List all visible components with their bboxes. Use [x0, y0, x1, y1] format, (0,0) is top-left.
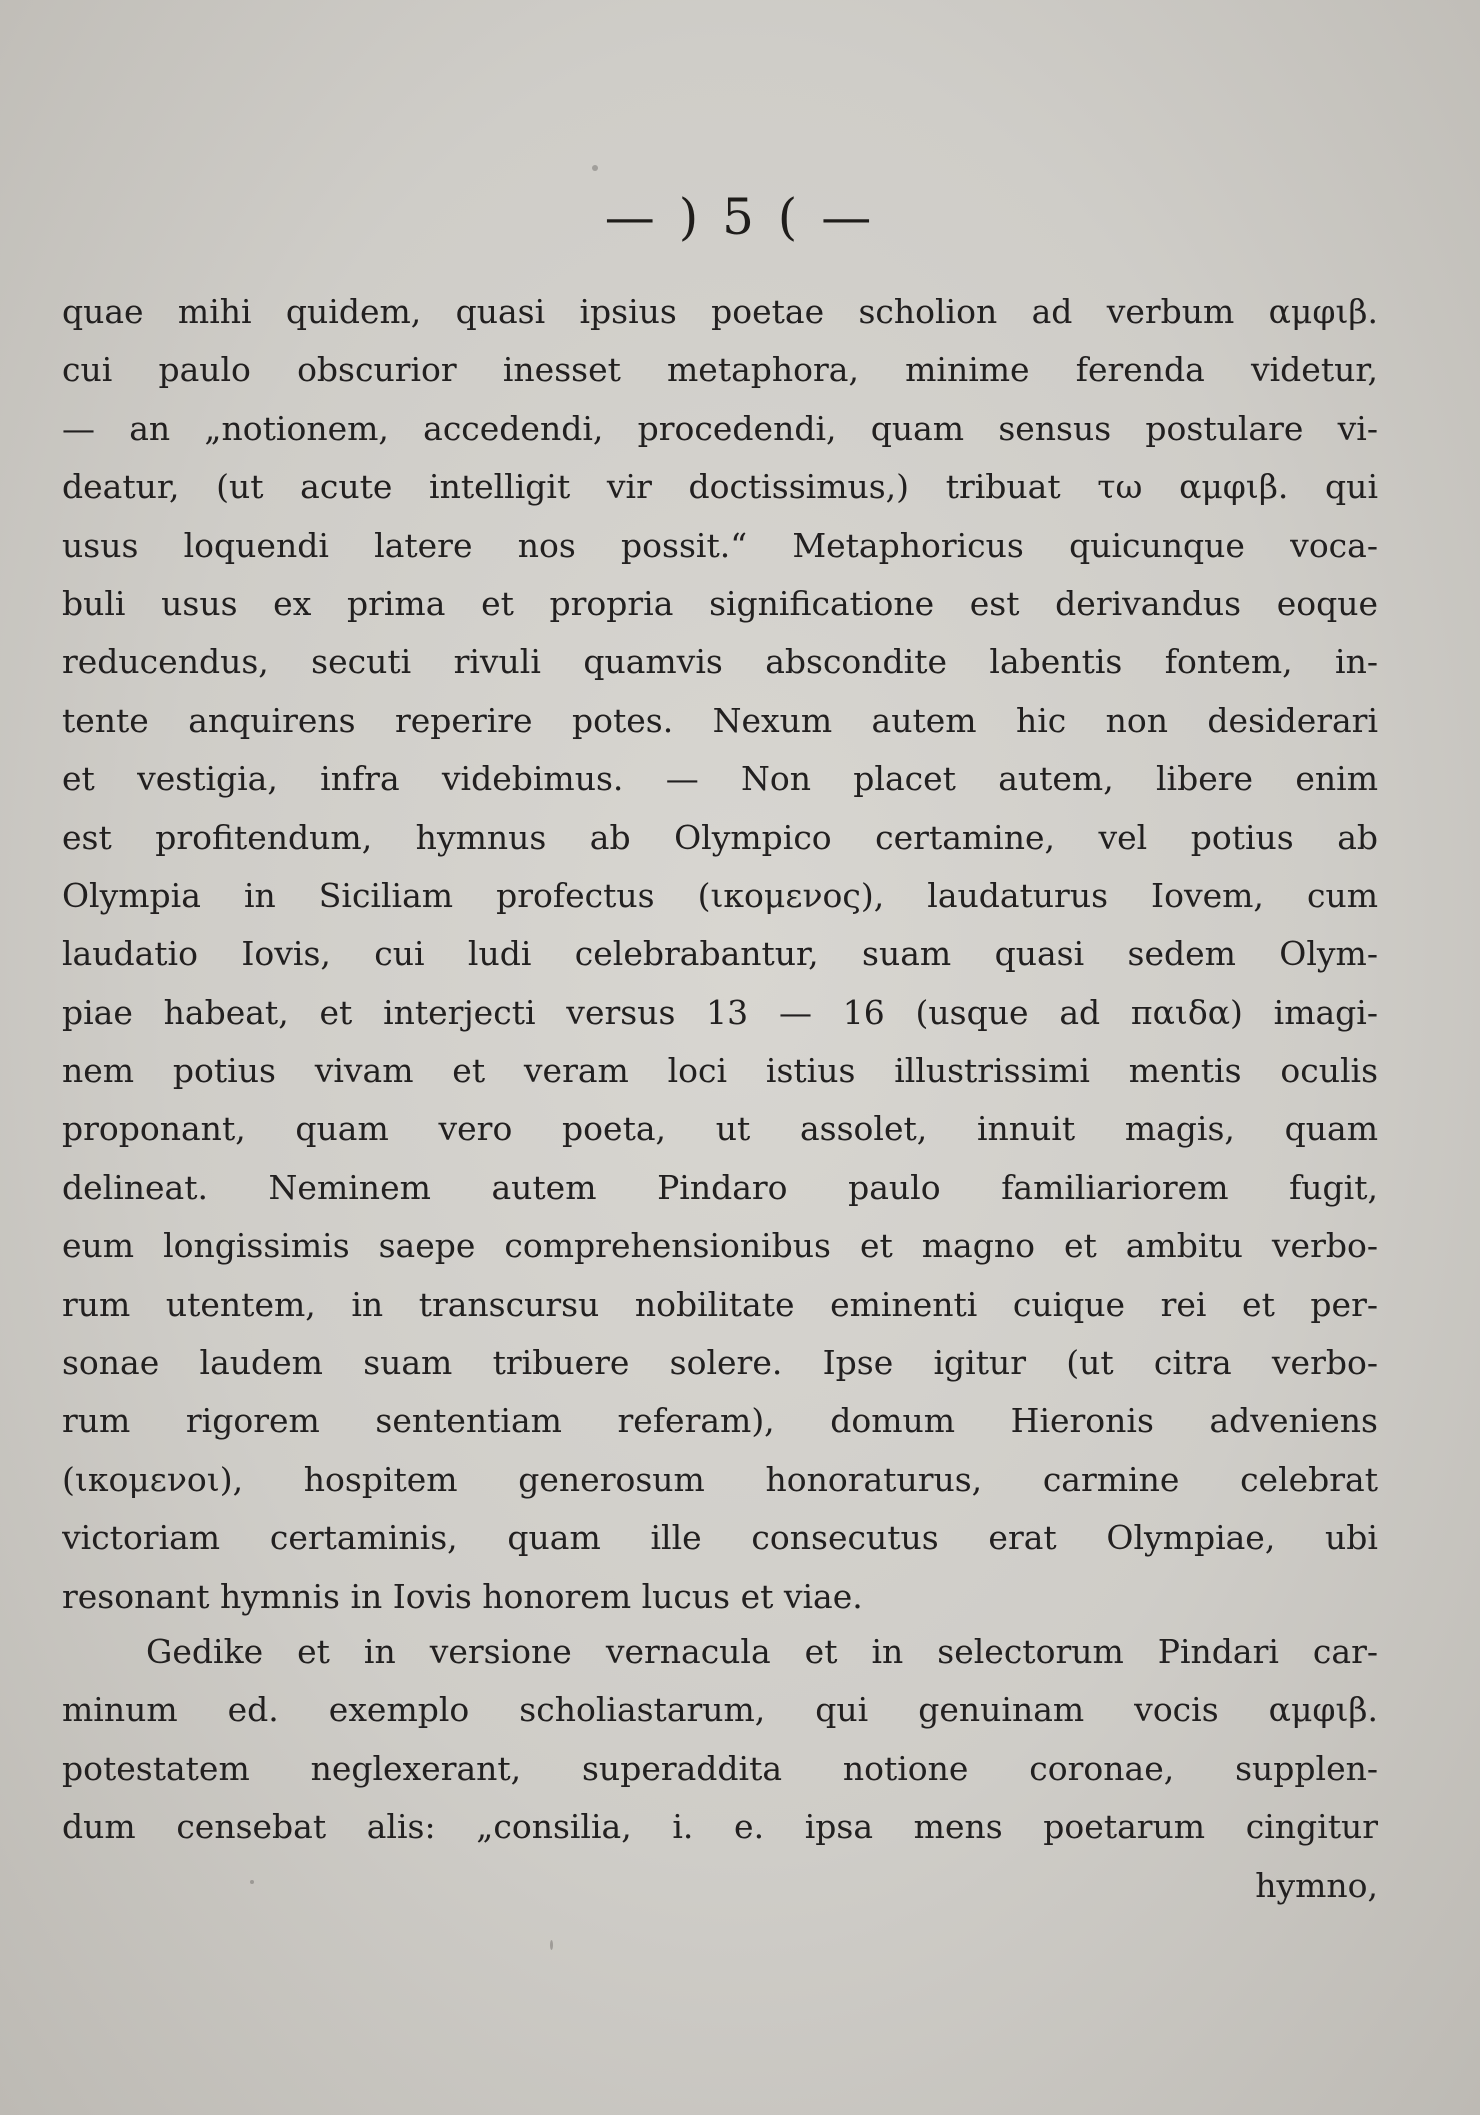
text-line: reducendus, secuti rivuli quamvis abscondite labentis fontem, in- — [62, 642, 1378, 682]
text-line: nem potius vivam et veram loci istius illustrissimi mentis oculis — [62, 1051, 1378, 1091]
text-line: quae mihi quidem, quasi ipsius poetae scholion ad verbum αμφιβ. — [62, 292, 1378, 331]
paragraph-1 — [62, 283, 1378, 1626]
text-line: Olympia in Siciliam profectus (ικομενος), laudaturus Iovem, cum — [62, 875, 1378, 915]
text-line: — an „notionem, accedendi, procedendi, quam sensus postulare vi- — [62, 408, 1378, 448]
text-line: cui paulo obscurior inesset metaphora, minime ferenda videtur, — [62, 350, 1378, 390]
text-line: dum censebat alis: „consilia, i. e. ipsa mens poetarum cingitur — [62, 1807, 1378, 1847]
text-line: buli usus ex prima et propria significatione est derivandus eoque — [62, 583, 1378, 623]
text-line: proponant, quam vero poeta, ut assolet, innuit magis, quam — [62, 1109, 1378, 1149]
paper-speck — [1360, 1250, 1364, 1254]
paper-speck — [592, 165, 598, 171]
page-number-header: — ) 5 ( — — [604, 188, 876, 246]
text-line: sonae laudem suam tribuere solere. Ipse igitur (ut citra verbo- — [62, 1343, 1378, 1383]
text-line: rum rigorem sententiam referam), domum Hieronis adveniens — [62, 1401, 1378, 1441]
paper-speck — [550, 1940, 553, 1950]
text-line: tente anquirens reperire potes. Nexum autem hic non desiderari — [62, 700, 1378, 740]
text-line: rum utentem, in transcursu nobilitate eminenti cuique rei et per- — [62, 1284, 1378, 1324]
text-line: laudatio Iovis, cui ludi celebrabantur, suam quasi sedem Olym- — [62, 934, 1378, 974]
paragraph-2 — [62, 1623, 1378, 1915]
text-line: potestatem neglexerant, superaddita notione coronae, supplen- — [62, 1748, 1378, 1788]
text-line: deatur, (ut acute intelligit vir doctissimus,) tribuat τω αμφιβ. qui — [62, 467, 1378, 507]
text-line: piae habeat, et interjecti versus 13 — 16 (usque ad παιδα) imagi- — [62, 992, 1378, 1032]
text-line: resonant hymnis in Iovis honorem lucus et viae. — [62, 1576, 863, 1616]
paper-speck — [250, 1880, 254, 1884]
text-line: usus loquendi latere nos possit.“ Metaphoricus quicunque voca- — [62, 525, 1378, 565]
text-line: delineat. Neminem autem Pindaro paulo familiariorem fugit, — [62, 1167, 1378, 1207]
catchword: hymno, — [1255, 1865, 1378, 1905]
text-line: minum ed. exemplo scholiastarum, qui genuinam vocis αμφιβ. — [62, 1690, 1378, 1730]
text-line: et vestigia, infra videbimus. — Non placet autem, libere enim — [62, 759, 1378, 799]
text-line: victoriam certaminis, quam ille consecutus erat Olympiae, ubi — [62, 1518, 1378, 1558]
text-line: eum longissimis saepe comprehensionibus et magno et ambitu verbo- — [62, 1226, 1378, 1266]
text-line: est profitendum, hymnus ab Olympico certamine, vel potius ab — [62, 817, 1378, 857]
text-line: (ικομενοι), hospitem generosum honoraturus, carmine celebrat — [62, 1459, 1378, 1499]
text-line: Gedike et in versione vernacula et in selectorum Pindari car- — [146, 1632, 1378, 1671]
